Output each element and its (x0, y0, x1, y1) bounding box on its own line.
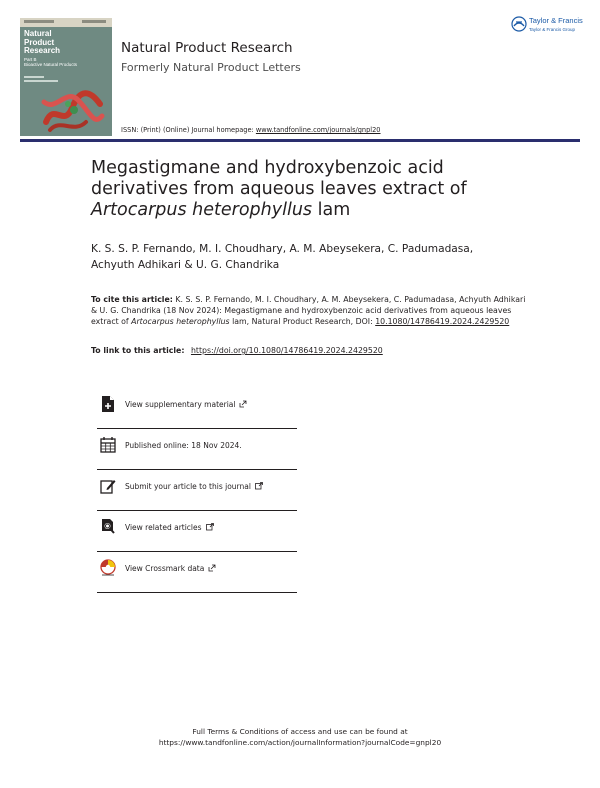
cover-title-line: Product (24, 37, 55, 47)
footer-journal-info-link[interactable]: https://www.tandfonline.com/action/journalInformation?journalCode=gnpl20 (158, 738, 442, 747)
citation-label: To cite this article: (91, 295, 173, 304)
article-title-tail: lam (312, 200, 351, 220)
article-authors (91, 241, 561, 273)
publisher-logo-name: Taylor & Francis (529, 16, 583, 25)
terms-footer (0, 726, 600, 748)
supplementary-material-row[interactable] (97, 388, 297, 429)
crossmark-label: View Crossmark data (125, 564, 205, 573)
cover-title-line: Research (24, 46, 61, 55)
submit-article-row[interactable] (97, 470, 297, 511)
authors-line: K. S. S. P. Fernando, M. I. Choudhary, A. M. Abeysekera, C. Padumadasa, (91, 243, 474, 255)
related-articles-row[interactable] (97, 511, 297, 552)
action-label (125, 400, 247, 409)
published-online-label: Published online: 18 Nov 2024. (125, 441, 242, 450)
crossmark-icon (99, 559, 117, 577)
cover-top-strip (20, 18, 112, 27)
article-title (91, 158, 561, 221)
journal-title: Natural Product Research (121, 40, 293, 56)
citation-text-tail: lam, Natural Product Research, DOI: (229, 317, 376, 326)
article-actions-list (97, 388, 297, 593)
search-document-icon (99, 518, 117, 536)
citation-block (91, 294, 531, 327)
calendar-icon (99, 436, 117, 454)
publisher-logo-group: Taylor & Francis Group (529, 27, 576, 32)
external-link-icon (255, 482, 263, 490)
cover-part-text: Bioactive Natural Products (24, 61, 78, 67)
action-label (125, 523, 214, 532)
authors-line: Achyuth Adhikari & U. G. Chandrika (91, 259, 280, 271)
citation-text: K. S. S. P. Fernando, M. I. Choudhary, A. M. Abeysekera, C. Padumadasa, Achyuth Adhikari & U. G. Chandrika (18 Nov 2024): Megastigmane and hydroxybenzoic acid derivatives from aqueous leaves extract of (91, 295, 526, 326)
footer-line: Full Terms & Conditions of access and use can be found at (192, 727, 408, 736)
action-label (125, 564, 216, 573)
journal-cover-image (20, 18, 112, 136)
citation-doi-link[interactable]: 10.1080/14786419.2024.2429520 (375, 317, 510, 326)
document-plus-icon (99, 395, 117, 413)
edit-icon (99, 477, 117, 495)
issn-line (121, 126, 381, 134)
journal-homepage-link[interactable]: www.tandfonline.com/journals/gnpl20 (255, 126, 381, 134)
citation-species: Artocarpus heterophyllus (131, 317, 230, 326)
article-title-line (91, 200, 561, 221)
cover-molecule-illustration (40, 82, 106, 136)
cover-title (24, 30, 104, 67)
supplementary-label: View supplementary material (125, 400, 236, 409)
published-online-row (97, 429, 297, 470)
journal-subtitle: Formerly Natural Product Letters (121, 61, 301, 74)
article-link-label: To link to this article: (91, 346, 185, 355)
article-title-line: Megastigmane and hydroxybenzoic acid (91, 158, 444, 178)
external-link-icon (239, 400, 247, 408)
article-link-line (91, 346, 383, 355)
crossmark-row[interactable] (97, 552, 297, 593)
publisher-logo-icon (511, 16, 527, 32)
header-divider (20, 139, 580, 142)
action-label (125, 482, 263, 491)
article-title-line: derivatives from aqueous leaves extract of (91, 179, 467, 199)
issn-label: ISSN: (Print) (Online) Journal homepage: (121, 126, 254, 134)
external-link-icon (206, 523, 214, 531)
cover-part-label: Part B (24, 56, 37, 62)
submit-article-label: Submit your article to this journal (125, 482, 251, 491)
cover-title-line: Natural (24, 29, 52, 38)
article-doi-url[interactable]: https://doi.org/10.1080/14786419.2024.2429520 (190, 346, 383, 355)
publisher-logo[interactable] (511, 16, 587, 36)
external-link-icon (208, 564, 216, 572)
related-articles-label: View related articles (125, 523, 202, 532)
species-name: Artocarpus heterophyllus (91, 200, 313, 220)
